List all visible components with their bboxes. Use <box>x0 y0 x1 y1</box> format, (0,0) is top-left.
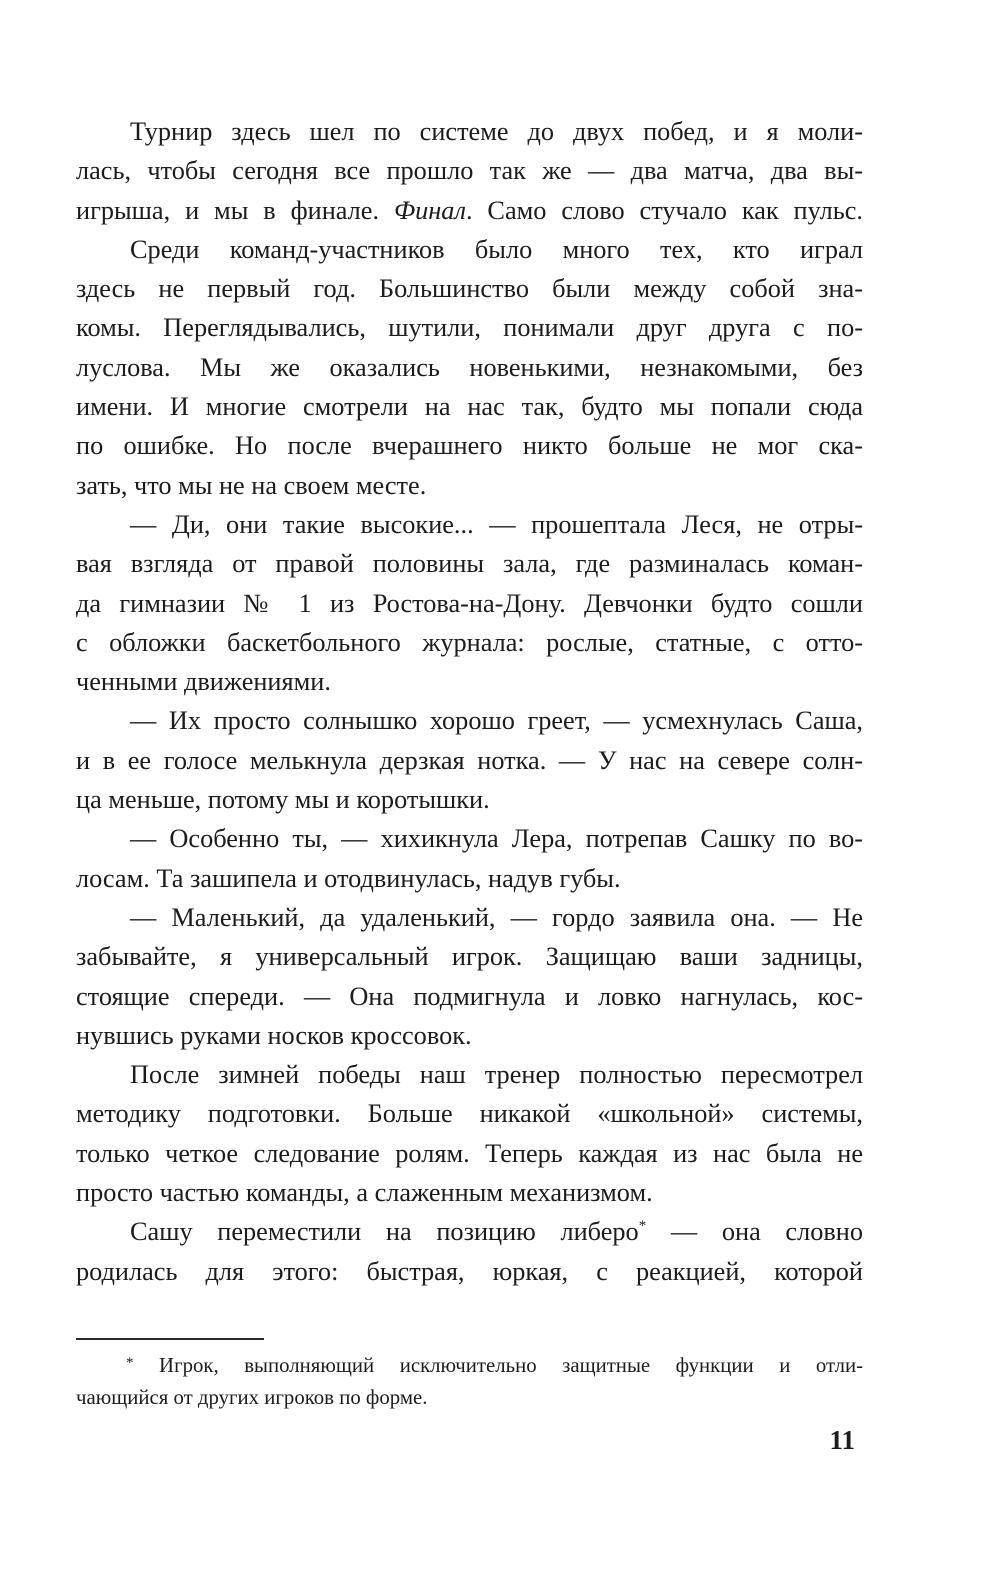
footnote-line <box>76 1350 863 1382</box>
text-span: . Само слово стучало как пульс. <box>465 195 863 225</box>
text-line: имени. И многие смотрели на нас так, будто мы попали сюда <box>76 392 863 422</box>
text-line: комы. Переглядывались, шутили, понимали друг друга с по- <box>76 313 863 343</box>
text-line: луслова. Мы же оказались новенькими, незнакомыми, без <box>76 352 863 382</box>
text-span: игрыша, и мы в финале. <box>76 195 380 225</box>
footnote-marker: * <box>126 1355 134 1371</box>
text-line: методику подготовки. Больше никакой «школьной» системы, <box>76 1099 863 1129</box>
page-number: 11 <box>829 1425 855 1455</box>
text-line: ченными движениями. <box>76 667 331 697</box>
footnote-text: Игрок, выполняющий исключительно защитные функции и отли- <box>159 1354 864 1377</box>
text-line: — Ди, они такие высокие... — прошептала Леся, не отры- <box>130 509 863 539</box>
text-line: по ошибке. Но после вчерашнего никто больше не мог ска- <box>76 431 863 461</box>
text-line: и в ее голосе мелькнула дерзкая нотка. — У нас на севере солн- <box>76 745 863 775</box>
text-line: вая взгляда от правой половины зала, где разминалась коман- <box>76 549 863 579</box>
text-line: — Их просто солнышко хорошо греет, — усмехнулась Саша, <box>130 706 863 736</box>
text-line: После зимней победы наш тренер полностью пересмотрел <box>130 1060 863 1090</box>
text-line: зать, что мы не на своем месте. <box>76 470 427 500</box>
text-line: стоящие спереди. — Она подмигнула и ловко нагнулась, кос- <box>76 981 863 1011</box>
text-line: родилась для этого: быстрая, юркая, с реакцией, которой <box>76 1256 863 1286</box>
text-line: да гимназии № 1 из Ростова-на-Дону. Девчонки будто сошли <box>76 588 863 618</box>
text-line: Среди команд-участников было много тех, кто играл <box>130 234 863 264</box>
text-line: лась, чтобы сегодня все прошло так же — два матча, два вы- <box>76 156 863 186</box>
text-line: здесь не первый год. Большинство были между собой зна- <box>76 274 863 304</box>
text-span: — она словно <box>646 1217 863 1247</box>
text-line: с обложки баскетбольного журнала: рослые, статные, с отто- <box>76 627 863 657</box>
text-line: нувшись руками носков кроссовок. <box>76 1020 472 1050</box>
italic-word: Финал <box>393 195 466 225</box>
text-line: Турнир здесь шел по системе до двух побед, и я моли- <box>130 117 863 146</box>
text-line: забывайте, я универсальный игрок. Защищаю ваши задницы, <box>76 942 863 972</box>
text-line: — Особенно ты, — хихикнула Лера, потрепав Сашку по во- <box>130 824 863 854</box>
footnote-reference[interactable]: * <box>638 1218 647 1235</box>
footnote-divider <box>76 1338 264 1340</box>
text-line: только четкое следование ролям. Теперь каждая из нас была не <box>76 1138 863 1168</box>
text-line: — Маленький, да удаленький, — гордо заявила она. — Не <box>130 902 863 932</box>
text-line: лосам. Та зашипела и отодвинулась, надув губы. <box>76 863 621 893</box>
footnote-line: чающийся от других игроков по форме. <box>76 1385 428 1409</box>
main-text <box>76 112 863 1291</box>
text-line: ца меньше, потому мы и коротышки. <box>76 785 490 815</box>
text-span: Сашу переместили на позицию либеро <box>130 1217 639 1247</box>
text-line: просто частью команды, а слаженным механизмом. <box>76 1178 653 1208</box>
text-line <box>76 191 863 230</box>
footnote <box>76 1350 863 1413</box>
text-line <box>76 1212 863 1251</box>
